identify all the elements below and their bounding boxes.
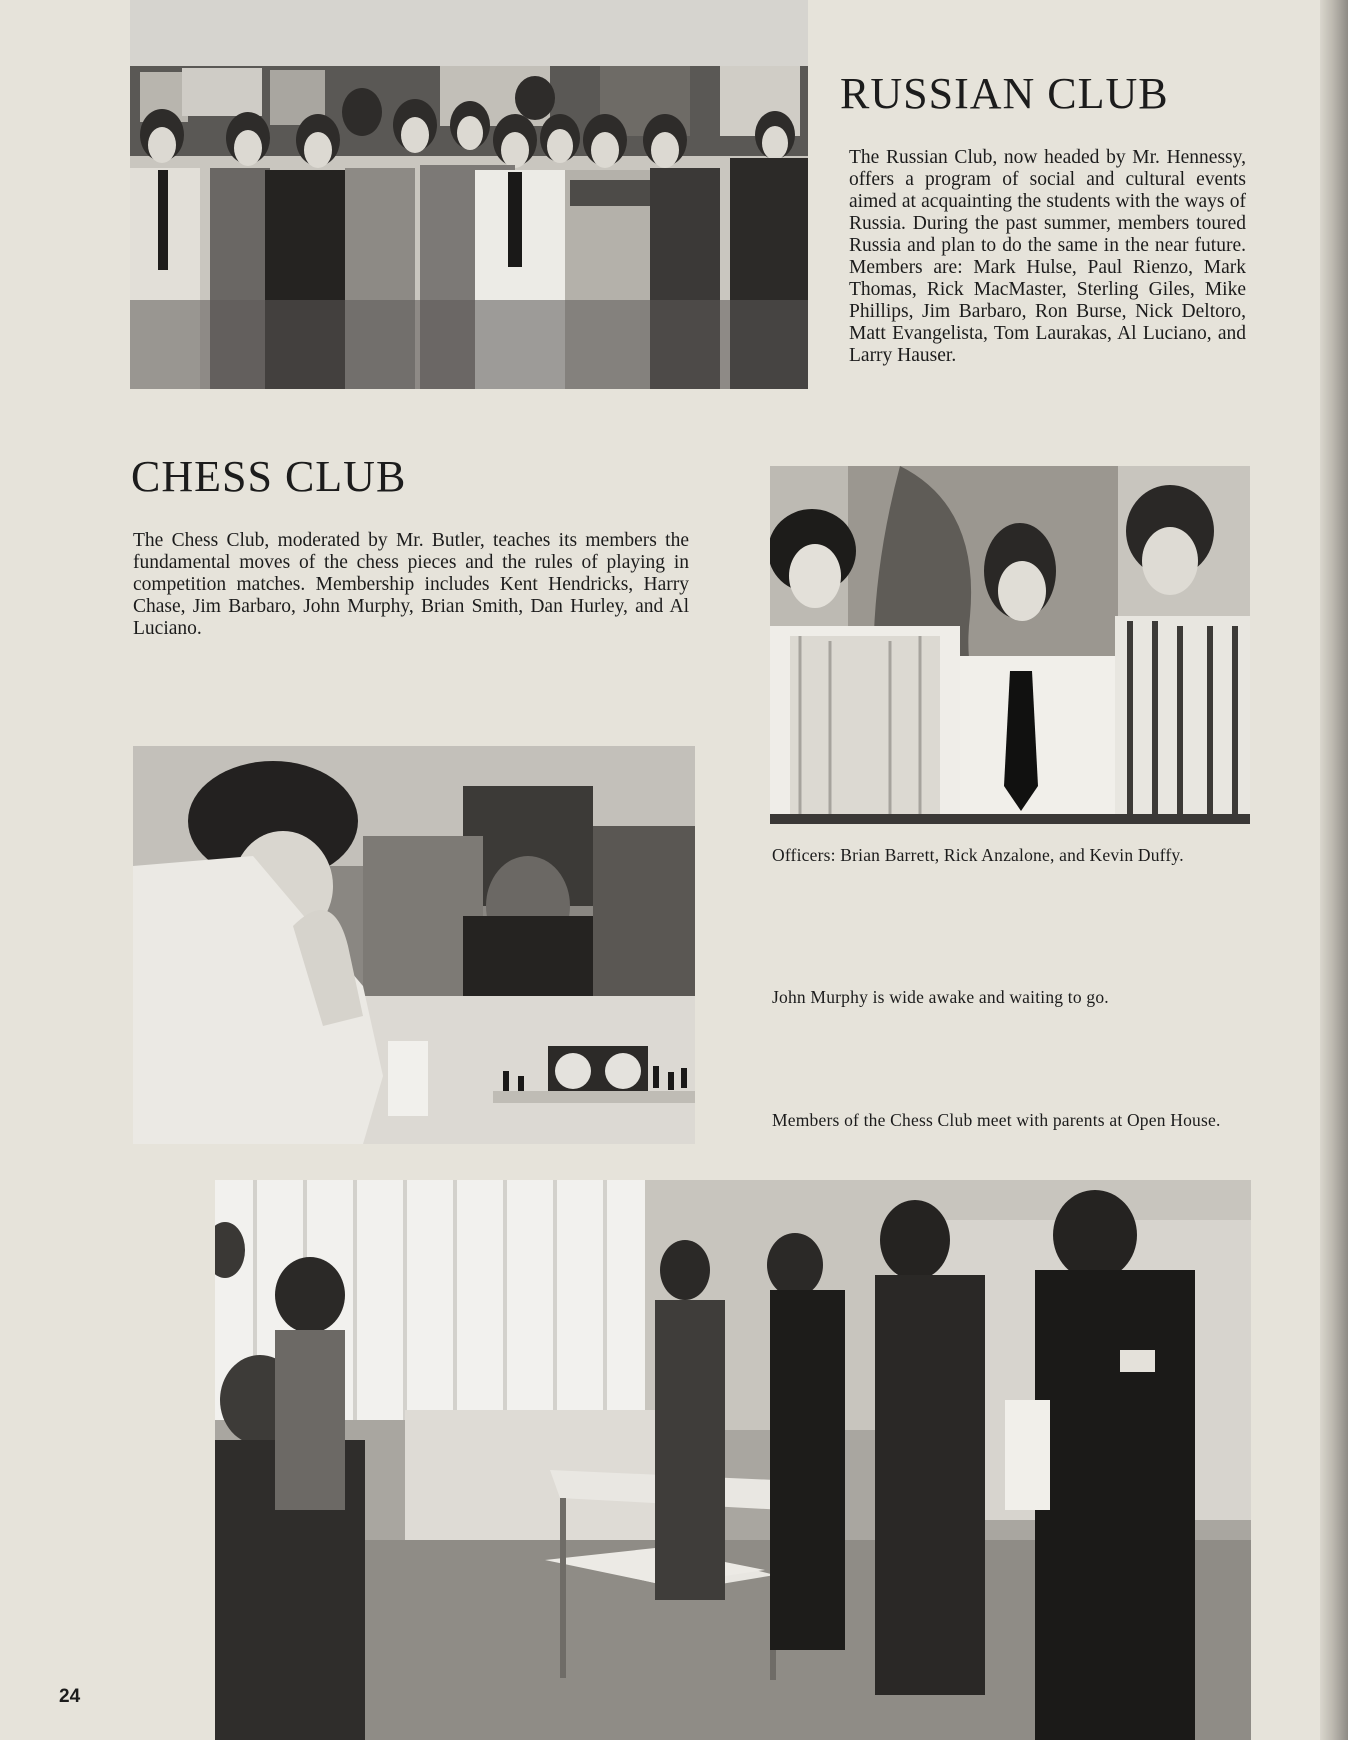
- chess-club-heading: CHESS CLUB: [131, 452, 407, 501]
- chess-club-officers-photo: [770, 466, 1250, 824]
- officers-caption: Officers: Brian Barrett, Rick Anzalone, and Kevin Duffy.: [772, 845, 1184, 865]
- russian-club-description: The Russian Club, now headed by Mr. Hennessy, offers a program of social and cultural events aimed at acquainting the students with the ways of Russia. During the past summer, members toured Russia and plan to do the same in the near future. Members are: Mark Hulse, Paul Rienzo, Mark Thomas, Rick MacMaster, Sterling Giles, Mike Phillips, Jim Barbaro, Ron Burse, Nick Deltoro, Matt Evangelista, Tom Laurakas, Al Luciano, and Larry Hauser.: [849, 147, 1246, 366]
- russian-club-heading: RUSSIAN CLUB: [840, 69, 1169, 118]
- murphy-caption: John Murphy is wide awake and waiting to go.: [772, 987, 1109, 1007]
- page-number: 24: [59, 1686, 81, 1707]
- russian-club-group-photo: [130, 0, 808, 389]
- open-house-caption: Members of the Chess Club meet with parents at Open House.: [772, 1110, 1221, 1130]
- chess-club-description: The Chess Club, moderated by Mr. Butler, teaches its members the fundamental moves of the chess pieces and the rules of playing in competition matches. Membership includes Kent Hendricks, Harry Chase, Jim Barbaro, John Murphy, Brian Smith, Dan Hurley, and Al Luciano.: [133, 530, 689, 639]
- page-edge: [1320, 0, 1348, 1740]
- john-murphy-photo: [133, 746, 695, 1144]
- open-house-photo: [215, 1180, 1251, 1740]
